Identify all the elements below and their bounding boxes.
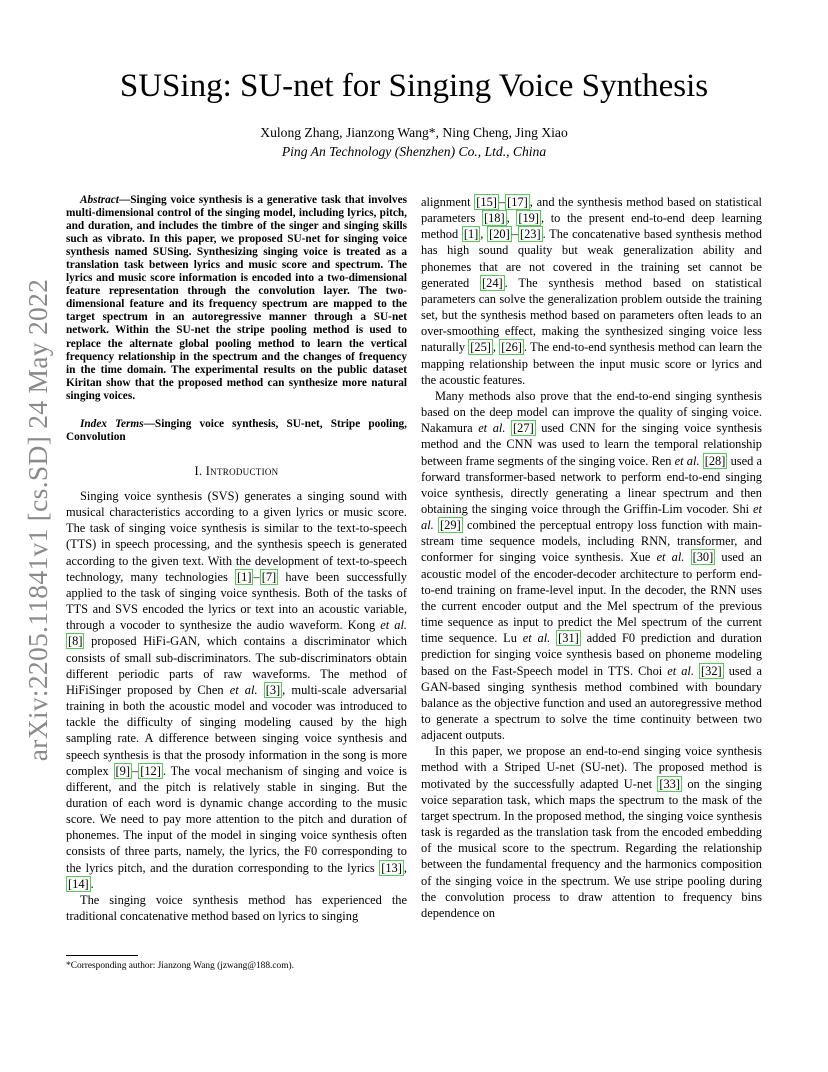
citation-link[interactable]: [15] xyxy=(476,195,497,209)
arxiv-id-text: arXiv:2205.11841v1 [cs.SD] 24 May 2022 xyxy=(22,278,53,762)
index-terms-text: —Singing voice synthesis, SU-net, Stripe pooling, Convolution xyxy=(66,417,407,443)
citation-link[interactable]: [1] xyxy=(463,227,479,242)
index-terms-lead: Index Terms xyxy=(80,417,144,430)
citation-link[interactable]: [25] xyxy=(470,340,491,355)
abstract xyxy=(66,194,407,403)
intro-paragraph-4: In this paper, we propose an end-to-end singing voice synthesis method with a Striped U-net (SU-net). The proposed method is motivated by the successfully adapted U-net [33] on the singing voice separation task, which maps the spectrum to the mask of the target spectrum. In the proposed method, the singing voice synthesis task is regarded as the translation task from the encoded embedding of the musical score to the spectrum. Regarding the relationship between the fundamental frequency and the harmonics composition of the singing voice in the spectrum. We use stripe pooling during the convolution process to draw attention to frequency bins dependence on xyxy=(421,744,762,920)
citation-link[interactable]: [29] xyxy=(440,518,461,533)
citation-link[interactable]: [19] xyxy=(518,211,539,226)
left-column xyxy=(66,194,407,924)
footnote-divider xyxy=(66,955,138,956)
citation-link[interactable]: [31] xyxy=(558,631,579,646)
citation-link[interactable]: [1] xyxy=(237,569,252,584)
citation-link[interactable]: [28] xyxy=(704,453,726,468)
citation-link[interactable]: [9] xyxy=(115,763,130,778)
citation-link[interactable]: [33] xyxy=(659,776,680,791)
citation-link[interactable]: [17] xyxy=(507,195,528,209)
citation-link[interactable]: [18] xyxy=(483,211,505,226)
intro-paragraph-2-continued: alignment [15] – [17] , and the synthesis method based on statistical parameters [18] , [19] , to the present end-to-end deep learning method [1] , [20] – [23] . The concatenative based synthesis method has high sound quality but weak generalization ability and phonemes that are not covered in the training set cannot be generated [24] . The synthesis method based on statistical parameters can solve the generalization problem outside the training set, but the synthesis method based on parameters often leads to an over-smoothing effect, making the synthesized singing voice less naturally [25] , [26] . The end-to-end synthesis method can learn the mapping relationship between the input music score or lyrics and the acoustic features. xyxy=(421,195,763,387)
intro-paragraph-2: The singing voice synthesis method has experienced the traditional concatenative method based on lyrics to singing xyxy=(66,892,407,924)
intro-paragraph-3: Many methods also prove that the end-to-end singing synthesis based on the deep model can improve the quality of singing voice. Nakamura et al. [27] used CNN for the singing voice synthesis method and the CNN was used to learn the temporal relationship between frame segments of the singing voice. Ren et al. [28] used a forward transformer-based network to perform end-to-end singing voice synthesis, directly generating a linear spectrum and then obtaining the singing voice through the Griffin-Lim vocoder. Shi et al. [29] combined the perceptual entropy loss function with main-stream time sequence models, including RNN, transformer, and conformer for singing voice synthesis. Xue et al. [30] used an acoustic model of the encoder-decoder architecture to perform end-to-end training on frame-level input. In the decoder, the RNN uses the current encoder output and the Mel spectrum of the previous time sequence as input to predict the Mel spectrum of the current time sequence. Lu et al. [31] added F0 prediction and duration prediction for singing voice synthesis based on phoneme modeling based on the Fast-Speech model in TTS. Choi et al. [32] used a GAN-based singing synthesis method combined with boundary balance as the objective function and used an autoregressive method to generate a spectrum to solve the time continuity between two adjacent outputs. xyxy=(421,388,762,743)
citation-link[interactable]: [20] xyxy=(489,227,510,242)
intro-paragraph-1: Singing voice synthesis (SVS) generates a singing sound with musical characteristics according to a given lyrics or music score. The task of singing voice synthesis is similar to the text-to-speech (TTS) in speech processing, and the synthesis speech is generated according to the given text. With the development of text-to-speech technology, many technologies [1] – [7] have been successfully applied to the task of singing voice synthesis. Both of the tasks of TTS and SVS encoded the lyrics or text into an acoustic variable, through a vocoder to synthesize the audio waveform. Kong et al. [8] proposed HiFi-GAN, which contains a discriminator which consists of small sub-discriminators. The sub-discriminators obtain different periodic parts of raw waveforms. The method of HiFiSinger proposed by Chen et al. [3] , multi-scale adversarial training in both the acoustic model and vocoder was introduced to tackle the difficulty of singing modeling caused by the high sampling rate. A difference between singing voice synthesis and speech synthesis is that the prosody information in the song is more complex [9] – [12] . The vocal mechanism of singing and voice is different, and the pitch is relatively stable in singing. But the duration of each word is dynamic change according to the music score. We need to pay more attention to the pitch and duration of phonemes. The input of the model in singing voice synthesis often consists of three parts, namely, the lyrics, the F0 corresponding to the lyrics pitch, and the duration corresponding to the lyrics [13] , [14] . xyxy=(66,489,408,891)
abstract-lead: Abstract xyxy=(80,194,119,206)
paper-title: SUSing: SU-net for Singing Voice Synthesis xyxy=(119,68,709,104)
index-terms xyxy=(66,418,407,444)
citation-link[interactable]: [32] xyxy=(701,663,722,678)
arxiv-identifier-stamp xyxy=(18,250,58,790)
section-heading-introduction: I. Introduction xyxy=(194,463,279,478)
citation-link[interactable]: [12] xyxy=(140,763,161,778)
affiliation: Ping An Technology (Shenzhen) Co., Ltd., China xyxy=(281,144,547,159)
citation-link[interactable]: [8] xyxy=(68,634,83,649)
citation-link[interactable]: [26] xyxy=(501,340,522,355)
citation-link[interactable]: [13] xyxy=(381,860,402,875)
citation-link[interactable]: [24] xyxy=(482,275,503,290)
citation-link[interactable]: [23] xyxy=(519,227,541,242)
corresponding-author-footnote: *Corresponding author: Jianzong Wang (jzwang@188.com). xyxy=(66,961,294,971)
citation-link[interactable]: [27] xyxy=(513,421,534,436)
right-column xyxy=(421,194,762,921)
abstract-text: —Singing voice synthesis is a generative task that involves multi-dimensional control of the singing model, including lyrics, pitch, and duration, and includes the timbre of the singer and singing skills such as vibrato. In this paper, we proposed SU-net for singing voice synthesis named SUSing. Synthesizing singing voice is treated as a translation task between lyrics and music score and spectrum. The lyrics and music score information is encoded into a two-dimensional feature representation through the convolution layer. The two-dimensional feature and its frequency spectrum are mapped to the target spectrum in an autoregressive manner through a SU-net network. Within the SU-net the stripe pooling method is used to replace the alternate global pooling method to learn the vertical frequency relationship in the spectrum and the changes of frequency in the time domain. The experimental results on the public dataset Kiritan show that the proposed method can synthesize more natural singing voices. xyxy=(66,194,407,402)
citation-link[interactable]: [3] xyxy=(265,682,281,697)
author-list: Xulong Zhang, Jianzong Wang*, Ning Cheng, Jing Xiao xyxy=(260,125,568,140)
citation-link[interactable]: [14] xyxy=(68,876,89,891)
citation-link[interactable]: [30] xyxy=(692,550,714,565)
citation-link[interactable]: [7] xyxy=(261,569,277,584)
